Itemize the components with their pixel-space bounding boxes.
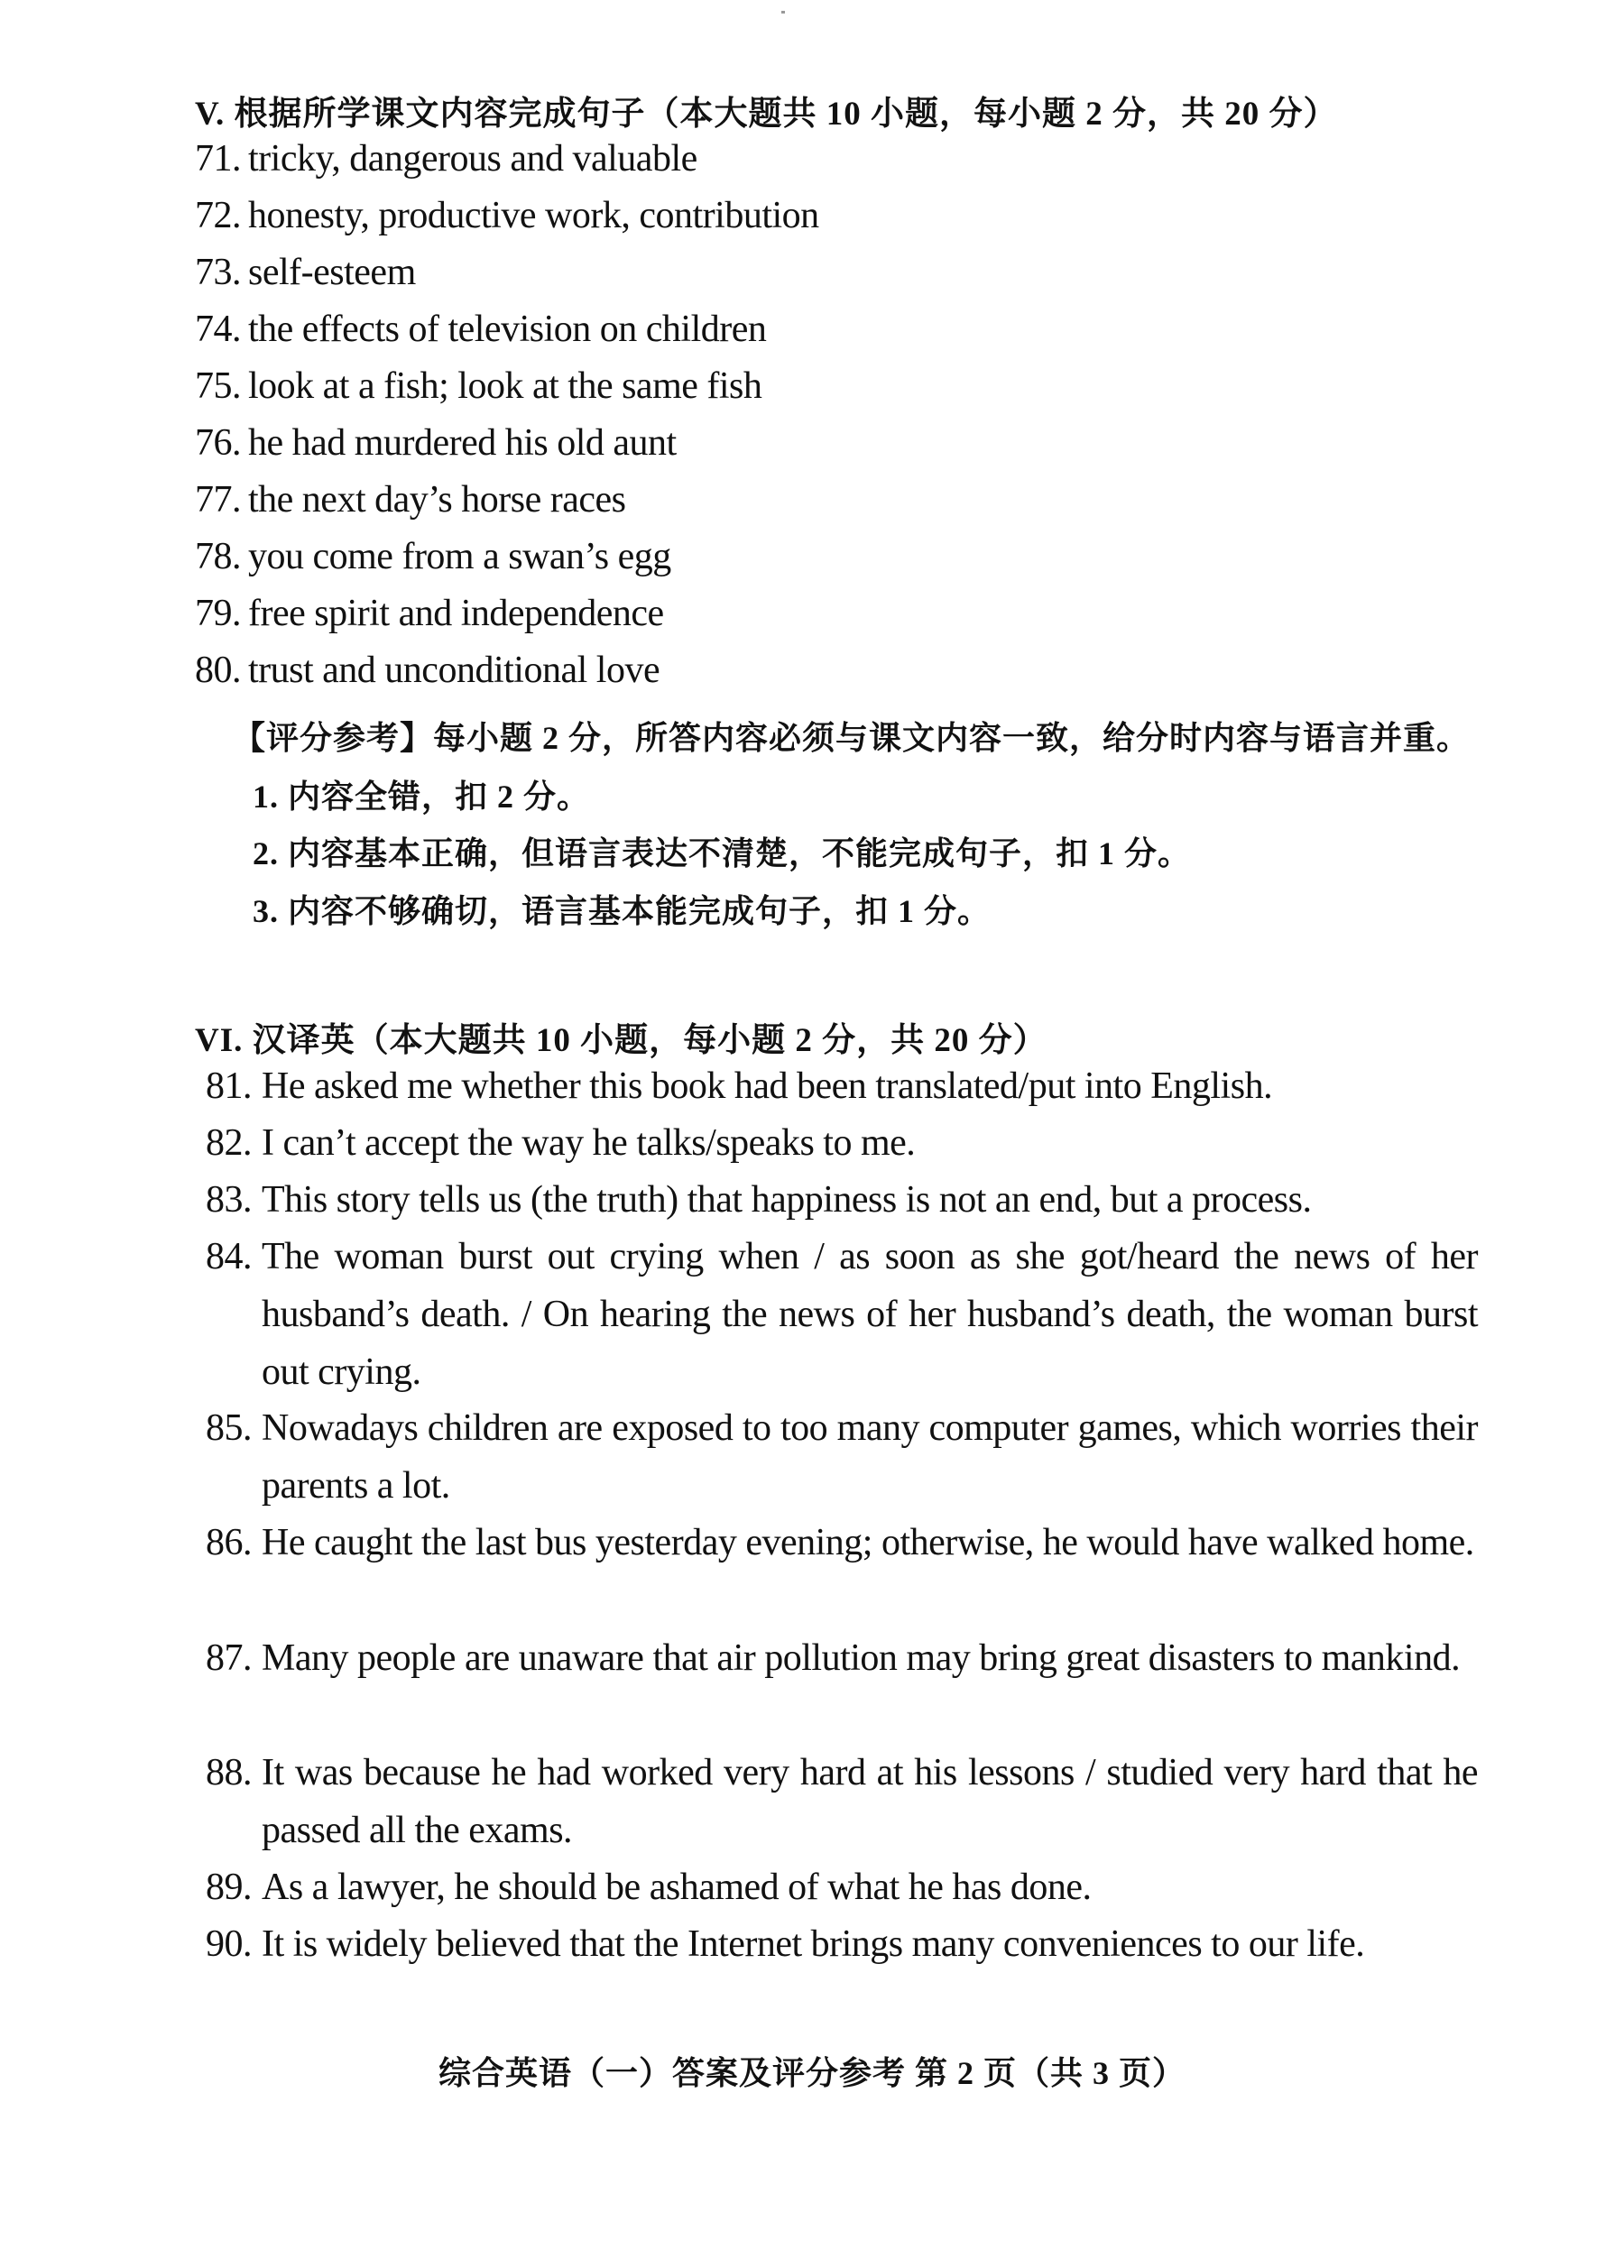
scoring-item-3: 3. 内容不够确切，语言基本能完成句子，扣 1 分。 <box>253 893 992 929</box>
answer-80: 80. trust and unconditional love <box>195 650 660 691</box>
answer-76: 76. he had murdered his old aunt <box>195 422 677 464</box>
answer-71: 71. tricky, dangerous and valuable <box>195 138 697 180</box>
scan-speck <box>781 11 785 14</box>
answer-78: 78. you come from a swan’s egg <box>195 536 671 577</box>
translation-83: 83. This story tells us (the truth) that happiness is not an end, but a process. <box>206 1179 1312 1221</box>
translation-81: 81. He asked me whether this book had been translated/put into English. <box>206 1065 1273 1107</box>
translation-85: 85. Nowadays children are exposed to too many computer games, which worries their parents a lot. <box>206 1407 1478 1507</box>
section-6-title: VI. 汉译英（本大题共 10 小题，每小题 2 分，共 20 分） <box>195 1022 1047 1059</box>
translation-82: 82. I can’t accept the way he talks/speaks to me. <box>206 1122 916 1164</box>
answer-79: 79. free spirit and independence <box>195 593 664 634</box>
translation-86: 86. He caught the last bus yesterday evening; otherwise, he would have walked home. <box>206 1522 1474 1563</box>
answer-73: 73. self-esteem <box>195 252 416 293</box>
answer-75: 75. look at a fish; look at the same fish <box>195 365 762 407</box>
scoring-item-2: 2. 内容基本正确，但语言表达不清楚，不能完成句子，扣 1 分。 <box>253 835 1192 871</box>
answer-74: 74. the effects of television on children <box>195 309 767 350</box>
translation-89: 89. As a lawyer, he should be ashamed of what he has done. <box>206 1867 1092 1908</box>
translation-88: 88. It was because he had worked very hard at his lessons / studied very hard that he passed all the exams. <box>206 1752 1478 1851</box>
scoring-item-1: 1. 内容全错，扣 2 分。 <box>253 779 591 815</box>
translation-90: 90. It is widely believed that the Internet brings many conveniences to our life. <box>206 1923 1365 1965</box>
page-footer: 综合英语（一）答案及评分参考 第 2 页（共 3 页） <box>438 2055 1186 2091</box>
answer-72: 72. honesty, productive work, contribution <box>195 195 819 236</box>
section-5-title: V. 根据所学课文内容完成句子（本大题共 10 小题，每小题 2 分，共 20 分） <box>195 96 1338 133</box>
translation-84: 84. The woman burst out crying when / as soon as she got/heard the news of her husband’s death. / On hearing the news of her husband’s death, the woman burst out crying. <box>206 1236 1478 1393</box>
scoring-note: 【评分参考】每小题 2 分，所答内容必须与课文内容一致，给分时内容与语言并重。 <box>233 720 1471 756</box>
answer-77: 77. the next day’s horse races <box>195 479 626 521</box>
translation-87: 87. Many people are unaware that air pollution may bring great disasters to mankind. <box>206 1637 1461 1679</box>
